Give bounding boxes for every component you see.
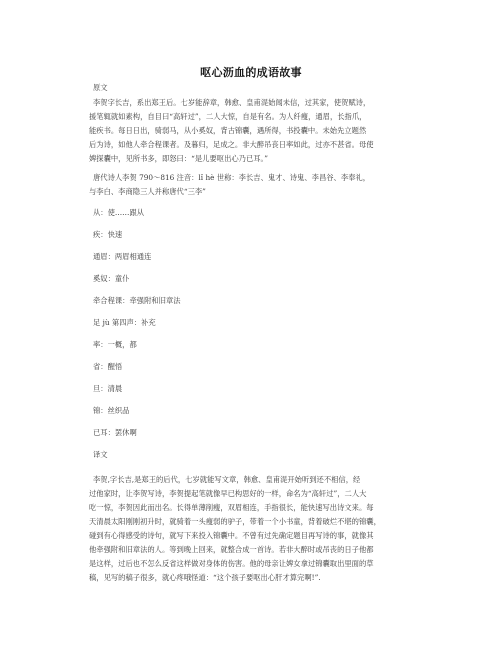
translation-line: 稿，见写的稿子很多，就心疼哦怪道：“这个孩子要呕出心肝才算完啊!”. — [89, 573, 321, 582]
author-line: 唐代诗人李贺 790～816 注音：lǐ hè 世称：李长吉、鬼才、诗鬼、李昌谷、李奉礼， — [93, 173, 371, 182]
original-line: 后为诗，如他人牵合程课者。及暮归，足成之。非大醉吊丧日率如此，过亦不甚省。母使 — [89, 140, 374, 149]
translation-line: 是这样，过后也不怎么反省这样做对身体的伤害。他的母亲让婢女拿过锦囊取出里面的草 — [89, 559, 374, 568]
author-line: 与李白、李商隐三人并称唐代“三李” — [89, 187, 206, 196]
section-heading-original: 原文 — [93, 83, 108, 92]
glossary-item: 旦：清晨 — [93, 384, 123, 393]
translation-line: 吃一惊，李贺因此而出名。长得单薄削瘦，双眉相连，手指很长，能快速写出诗文来。每 — [89, 503, 374, 512]
translation-line: 过他家时，让李贺写诗，李贺提起笔就像早已构思好的一样，命名为“高轩过”，二人大 — [89, 489, 367, 498]
glossary-item: 锦：丝织品 — [93, 406, 130, 415]
glossary-item: 省：醒悟 — [93, 362, 123, 371]
glossary-item: 率：一概，都 — [93, 340, 137, 349]
glossary-item: 通眉：两眉相通连 — [93, 252, 152, 261]
original-line: 婢探囊中，见所书多，即怒曰：“是儿要呕出心乃已耳。” — [89, 154, 268, 163]
glossary-item: 牵合程课：牵强附和旧章法 — [93, 296, 181, 305]
glossary-item: 从：使……跟从 — [93, 208, 145, 217]
section-heading-translation: 译文 — [93, 450, 108, 459]
glossary-item: 奚奴：童仆 — [93, 274, 130, 283]
original-line: 援笔辄就如素构，自目曰“高轩过”，二人大惊，自是有名。为人纤瘦，通眉，长指爪， — [89, 112, 367, 121]
glossary-item: 足 jù 第四声：补充 — [93, 318, 156, 327]
page-title: 呕心沥血的成语故事 — [200, 66, 302, 79]
translation-line: 碰到有心得感受的诗句，就写下来投入锦囊中。不曾有过先确定题目再写诗的事，就像其 — [89, 531, 374, 540]
glossary-item: 已耳：罢休啊 — [93, 428, 137, 437]
original-line: 能疾书。每日日出，骑弱马，从小奚奴，背古锦囊，遇所得，书投囊中。未始先立题然 — [89, 126, 367, 135]
translation-line: 他牵强附和旧章法的人。等到晚上回来，就整合成一首诗。若非大醉时或吊丧的日子他都 — [89, 545, 374, 554]
translation-line: 李贺,字长吉,是郑王的后代，七岁就能写文章，韩愈、皇甫湜开始听到还不相信，经 — [93, 475, 361, 484]
translation-line: 天清晨太阳刚刚初升时，就骑着一头瘦弱的驴子，带着一个小书童，背着破烂不堪的锦囊， — [89, 517, 381, 526]
glossary-item: 疾：快速 — [93, 230, 123, 239]
original-line: 李贺字长吉，系出郑王后。七岁能辞章，韩愈、皇甫湜始闻未信，过其家，使贺赋诗， — [93, 98, 371, 107]
